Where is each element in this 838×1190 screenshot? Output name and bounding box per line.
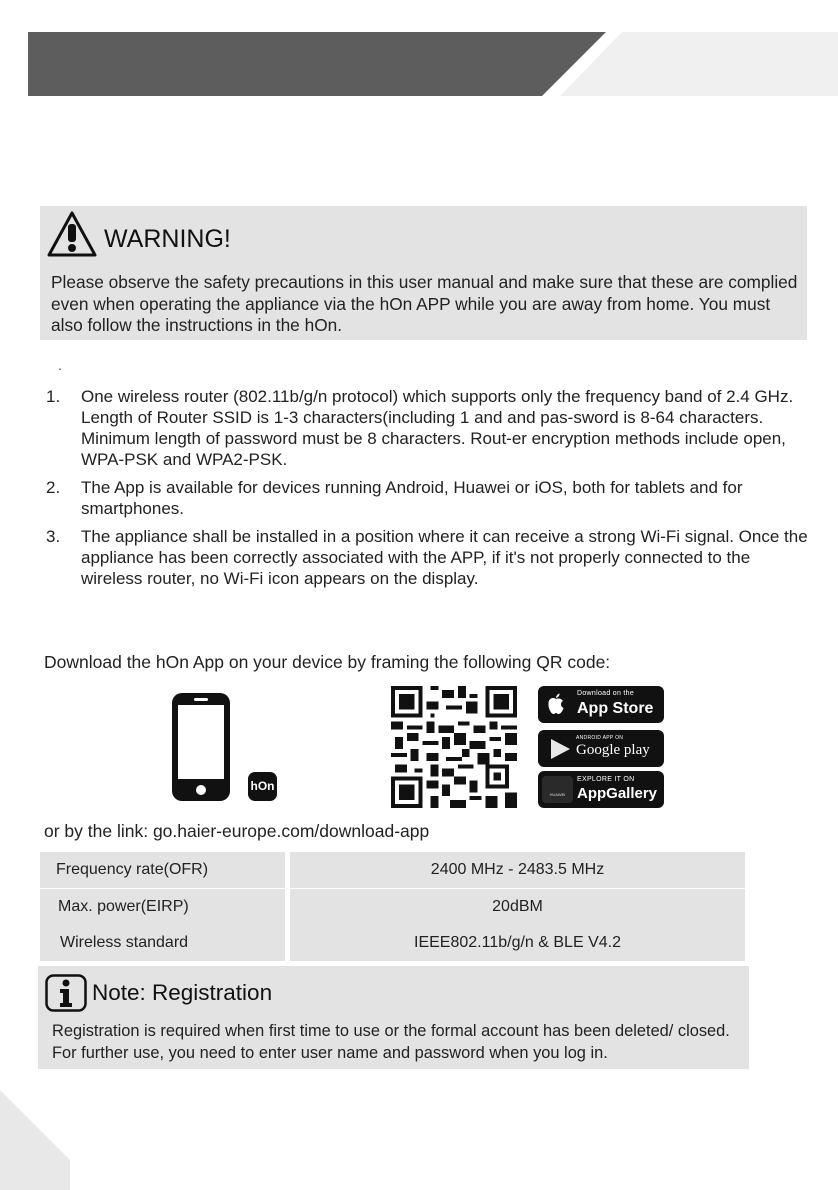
- appgallery-badge[interactable]: [538, 771, 664, 808]
- google-play-label: Google play: [576, 742, 650, 758]
- list-item-number: 2.: [46, 478, 61, 497]
- app-store-label: App Store: [577, 700, 654, 717]
- note-title: Note: Registration: [92, 980, 273, 1005]
- warning-triangle-icon: [46, 209, 98, 259]
- list-item: The App is available for devices running Android, Huawei or iOS, both for tablets and for smartphones.: [81, 478, 743, 518]
- list-item-number: 1.: [46, 387, 61, 406]
- warning-title: WARNING!: [104, 225, 231, 253]
- spec-value-cell: [290, 925, 745, 961]
- qr-code[interactable]: [390, 686, 518, 808]
- spec-label: Frequency rate(OFR): [56, 861, 209, 878]
- spec-label-cell: [40, 852, 285, 888]
- spec-label: Wireless standard: [60, 934, 189, 951]
- smartphone-icon: [170, 691, 232, 803]
- hon-app-label: hOn: [250, 779, 275, 793]
- play-triangle-icon: [549, 738, 571, 760]
- download-link[interactable]: or by the link: go.haier-europe.com/download-app: [44, 821, 430, 841]
- appgallery-label: AppGallery: [577, 785, 658, 802]
- header-banner: [0, 0, 838, 100]
- spec-value-cell: [290, 889, 745, 925]
- info-icon: [45, 974, 87, 1012]
- huawei-logo-icon: [542, 776, 573, 803]
- download-instruction: Download the hOn App on your device by framing the following QR code:: [44, 652, 611, 672]
- spec-value-cell: [290, 852, 745, 888]
- google-play-small-text: ANDROID APP ON: [576, 735, 624, 741]
- app-store-small-text: Download on the: [577, 690, 635, 697]
- app-store-badge[interactable]: [538, 686, 664, 723]
- google-play-badge[interactable]: [538, 730, 664, 767]
- spec-value: 2400 MHz - 2483.5 MHz: [430, 861, 605, 878]
- appgallery-small-text: EXPLORE IT ON: [577, 776, 635, 783]
- list-item: One wireless router (802.11b/g/n protocol) which supports only the frequency band of 2.4 GHz. Length of Router SSID is 1-3 characters(including 1 and and pas-sword is 8-64 characters. Minimum length of password must be 8 characters. Rout-er encryption methods include open, WPA-PSK and WPA2-PSK.: [81, 387, 794, 469]
- corner-tab: [0, 1090, 80, 1190]
- spec-label: Max. power(EIRP): [58, 898, 189, 915]
- stray-dot: .: [58, 357, 62, 373]
- note-text: Registration is required when first time to use or the formal account has been deleted/ closed. For further use, you need to enter user name and password when you log in.: [52, 1022, 730, 1062]
- spec-value: IEEE802.11b/g/n & BLE V4.2: [414, 934, 621, 951]
- huawei-logo-text: HUAWEI: [549, 792, 566, 797]
- warning-text: Please observe the safety precautions in this user manual and make sure that these are complied even when operating the appliance via the hOn APP while you are away from home. You must also follow the instructions in the hOn.: [51, 272, 798, 335]
- spec-label-cell: [40, 925, 285, 961]
- list-item-number: 3.: [46, 527, 61, 546]
- apple-icon: [547, 693, 565, 715]
- list-item: The appliance shall be installed in a position where it can receive a strong Wi-Fi signal. Once the appliance has been correctly associated with the APP, if it's not properly connected to the wireless router, no Wi-Fi icon appears on the display.: [81, 527, 808, 588]
- spec-value: 20dBM: [492, 898, 543, 915]
- hon-app-icon: [248, 772, 277, 801]
- spec-label-cell: [40, 889, 285, 925]
